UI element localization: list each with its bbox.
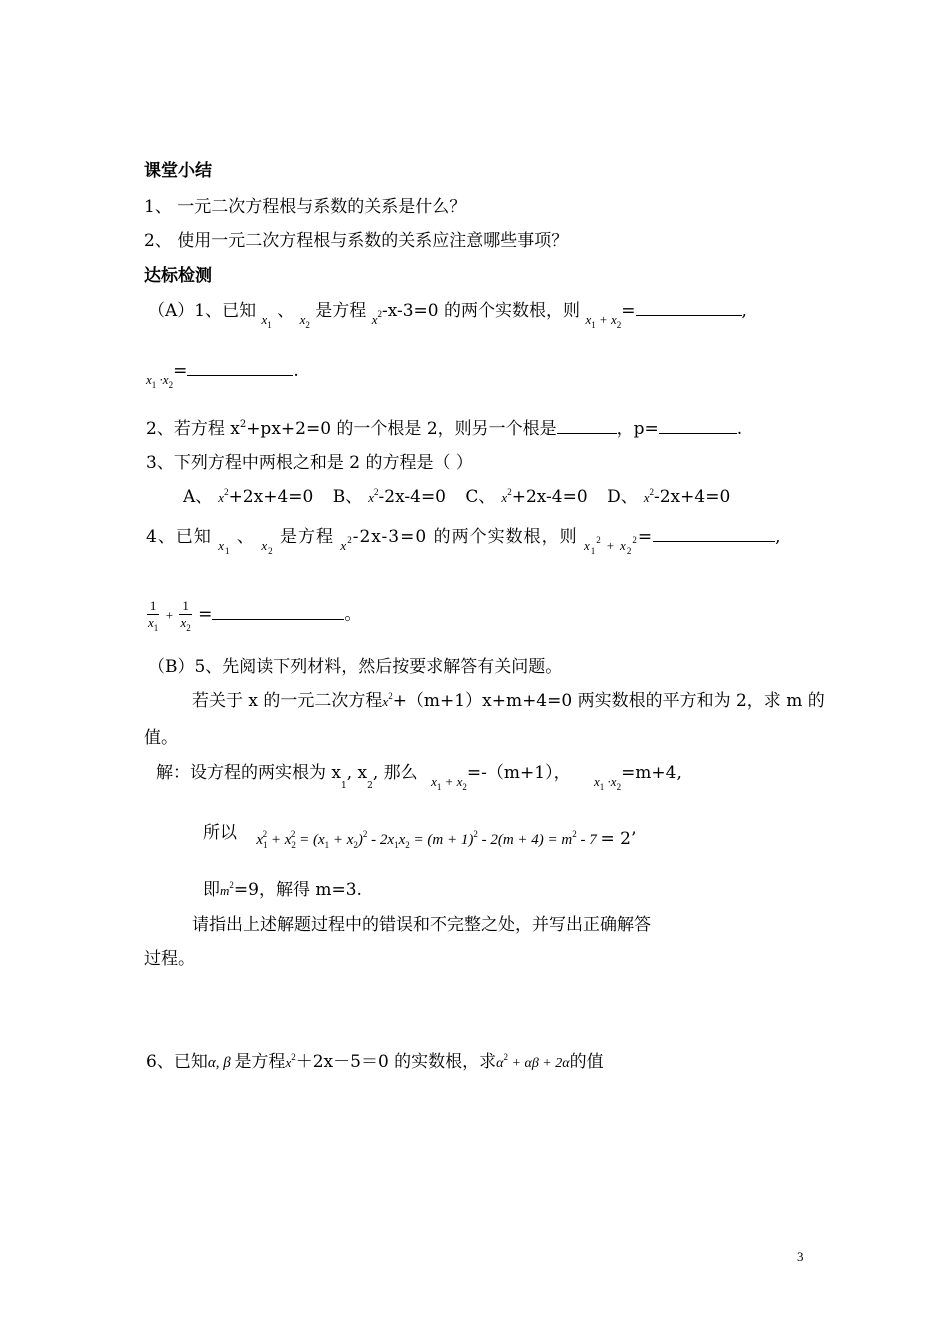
math-x1: x1 [218, 538, 231, 556]
math-x2: x2 [299, 312, 310, 330]
problem-4-prefix: 4、已知 [146, 527, 212, 547]
option-d[interactable]: D、 $x^2-2x+4=0$ [607, 487, 731, 507]
problem-5-task: 请指出上述解题过程中的错误和不完整之处，并写出正确解答 [192, 915, 651, 935]
problem-5-condition-end: 值。 [144, 728, 178, 748]
comma: , [775, 527, 782, 547]
equals: = [173, 361, 188, 381]
problem-5-condition: 若关于 x 的一元二次方程$x^2+(m+1)x+m+4=0$ 两实数根的平方和为 2，求 m 的 [192, 691, 825, 711]
period: . [293, 361, 299, 381]
math-x1-times-x2: x1 ·x2 [146, 372, 174, 390]
problem-2-text: +px+2=0 的一个根是 2，则另一个根是 [246, 419, 557, 439]
math-x-squared: x2 [371, 309, 382, 327]
so-label: 所以 [203, 823, 237, 843]
answer-blank[interactable] [187, 361, 293, 376]
section-heading-summary: 课堂小结 [144, 161, 212, 181]
problem-3-options [183, 486, 730, 510]
option-b[interactable]: B、 $x^2-2x-4=0$ [332, 487, 446, 507]
fraction-1-over-x1: $\frac{1}{x_1}$ [148, 598, 159, 633]
answer-blank[interactable] [212, 605, 344, 620]
answer-blank[interactable] [636, 301, 742, 316]
answer-blank[interactable] [653, 527, 775, 542]
problem-1-line-2 [146, 360, 299, 390]
equals: = [637, 527, 654, 547]
answer-blank[interactable] [557, 419, 617, 434]
equals: = [198, 604, 213, 625]
problem-4-line-1 [146, 526, 782, 556]
problem-2-text: 2、若方程 x [146, 419, 240, 439]
problem-4-equation: -2x-3=0 的两个实数根，则 [352, 527, 578, 547]
problem-5-derivation: 所以 $x_1^2 + x_2^2 = (x_1 + x_2)^2 - 2x_1x_2 = (m + 1)^2 - 2(m + 4) = m^2 - 7 = 2$’ [203, 823, 637, 850]
separator: 、 [236, 527, 255, 547]
problem-1-mid: 是方程 [315, 301, 367, 321]
page-number: 3 [797, 1249, 804, 1264]
problem-4-mid: 是方程 [280, 527, 335, 547]
problem-3-question: 3、下列方程中两根之和是 2 的方程是（ ） [146, 453, 473, 473]
math-sum-of-squares: x12 + x22 [583, 535, 638, 556]
math-x2: x2 [261, 538, 274, 556]
problem-1-line-1 [148, 300, 747, 330]
summary-question-1: 1、 一元二次方程根与系数的关系是什么？ [144, 197, 467, 217]
math-x1-plus-x2: x1 + x2 [585, 312, 622, 330]
comma: , [741, 301, 747, 321]
summary-question-2: 2、 使用一元二次方程根与系数的关系应注意哪些事项？ [144, 231, 569, 251]
problem-2-text: ，p= [616, 419, 659, 439]
option-c[interactable]: C、 $x^2+2x-4=0$ [465, 487, 588, 507]
problem-2: 2、若方程 $x^2+px+2=0$ 的一个根是 2，则另一个根是 ，p= . [146, 419, 743, 439]
equals: = [621, 301, 636, 321]
fraction-1-over-x2: $\frac{1}{x_2}$ [180, 598, 191, 633]
problem-1-prefix: （A）1、已知 [148, 301, 257, 321]
math-x-squared: x2 [340, 535, 353, 553]
problem-6: 6、已知α, β 是方程$x^2+2x-5=0$ 的实数根，求$\alpha^2 + \alpha\beta + 2\alpha$的值 [146, 1052, 604, 1072]
problem-5-task-end: 过程。 [144, 949, 195, 969]
problem-5-intro: （B）5、先阅读下列材料，然后按要求解答有关问题。 [148, 657, 563, 677]
period: 。 [344, 604, 362, 625]
period: . [736, 419, 743, 439]
math-x1: x1 [261, 312, 272, 330]
problem-1-equation: -x-3=0 的两个实数根，则 [381, 301, 581, 321]
option-a[interactable]: A、 $x^2+2x+4=0$ [183, 487, 314, 507]
separator: 、 [277, 301, 295, 321]
problem-5-solution: 解：设方程的两实根为 $x_1$, $x_2$, 那么 $_{x_1 + x_2}$=-（m+1）， $_{x_1 \cdot x_2}$=m+4, [156, 763, 682, 792]
answer-blank[interactable] [659, 419, 737, 434]
math-derivation: $x_1^2 + x_2^2 = (x_1 + x_2)^2 - 2x_1x_2 = (m + 1)^2 - 2(m + 4) = m^2 - 7$ [256, 829, 601, 850]
problem-4-line-2: $\frac{1}{x_1}$ + $\frac{1}{x_2}$ = 。 [148, 598, 362, 633]
section-heading-test: 达标检测 [144, 266, 212, 286]
problem-5-result: 即$m^2=9$，解得 m=3. [203, 880, 362, 900]
